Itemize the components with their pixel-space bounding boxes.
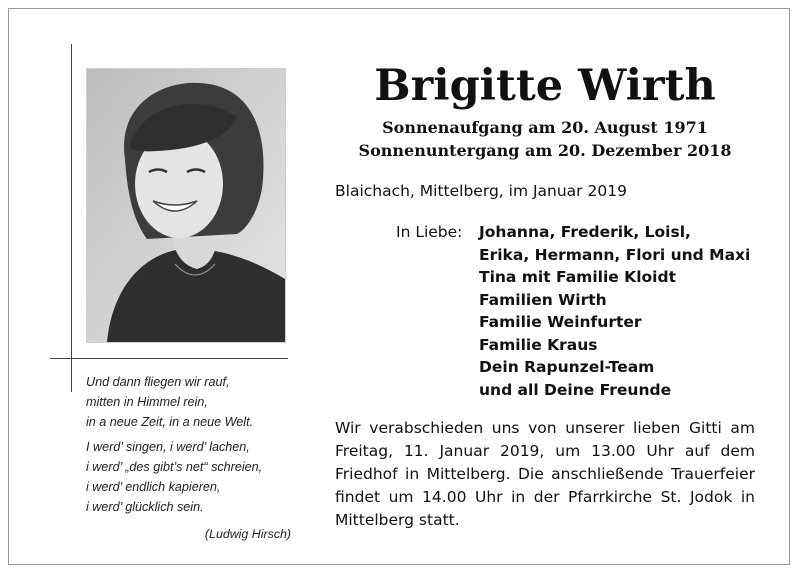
poem-stanza xyxy=(86,437,291,517)
mourner-line: Familie Kraus xyxy=(479,335,598,354)
poem-stanza xyxy=(86,372,291,432)
poem-line: in a neue Zeit, in a neue Welt. xyxy=(86,415,254,429)
mourner-line: Familie Weinfurter xyxy=(479,313,642,331)
mourner-line: Dein Rapunzel-Team xyxy=(479,358,655,376)
birth-date: Sonnenaufgang am 20. August 1971 xyxy=(382,118,708,137)
vertical-divider xyxy=(71,44,72,392)
portrait-image xyxy=(87,69,285,342)
poem-line: i werd’ „des gibt’s net“ schreien, xyxy=(86,460,263,474)
mourners-list xyxy=(479,221,750,401)
poem-line: i werd’ glücklich sein. xyxy=(86,500,204,514)
poem-line: Und dann fliegen wir rauf, xyxy=(86,375,230,389)
poem-line: mitten in Himmel rein, xyxy=(86,395,208,409)
poem-line: i werd’ endlich kapieren, xyxy=(86,480,221,494)
mourner-line: und all Deine Freunde xyxy=(479,380,672,399)
mourners-label: In Liebe: xyxy=(396,223,463,241)
life-dates xyxy=(330,116,760,162)
poem xyxy=(86,372,291,544)
poem-line: I werd’ singen, i werd’ lachen, xyxy=(86,440,250,454)
death-date: Sonnenuntergang am 20. Dezember 2018 xyxy=(358,141,732,160)
deceased-name: Brigitte Wirth xyxy=(374,61,716,111)
poem-author: (Ludwig Hirsch) xyxy=(204,527,291,541)
farewell-text: Wir verabschieden uns von unserer lieben Gitti am Freitag, 11. Januar 2019, um 13.00 Uhr auf dem Friedhof in Mittelberg. Die anschließende Trauerfeier findet um 14.00 Uhr in der Pfarrkirche St. Jodok in Mittelberg statt. xyxy=(335,419,755,529)
mourner-line: Tina mit Familie Kloidt xyxy=(479,268,676,286)
horizontal-divider xyxy=(50,358,288,359)
place-and-date: Blaichach, Mittelberg, im Januar 2019 xyxy=(335,182,627,200)
mourner-line: Johanna, Frederik, Loisl, xyxy=(479,223,691,241)
mourner-line: Erika, Hermann, Flori und Maxi xyxy=(479,245,751,264)
portrait-photo xyxy=(86,68,286,343)
mourner-line: Familien Wirth xyxy=(479,290,607,309)
